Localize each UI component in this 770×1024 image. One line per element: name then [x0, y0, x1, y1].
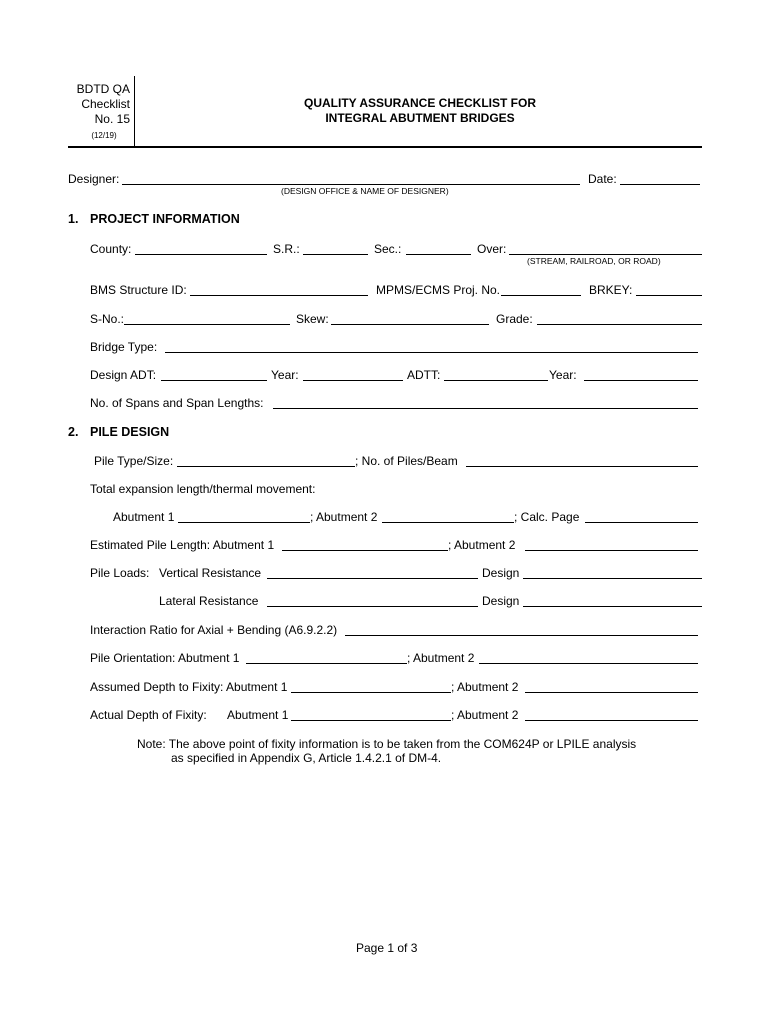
mpms-field[interactable]	[501, 295, 581, 296]
calc-page-field[interactable]	[585, 522, 698, 523]
grade-field[interactable]	[537, 324, 702, 325]
year2-label: Year:	[549, 368, 577, 382]
sno-field[interactable]	[124, 324, 290, 325]
brkey-label: BRKEY:	[589, 283, 633, 297]
over-field[interactable]	[509, 254, 702, 255]
section2-title: PILE DESIGN	[90, 425, 170, 439]
year1-label: Year:	[271, 368, 299, 382]
section1-number: 1.	[68, 212, 79, 226]
title-line2: INTEGRAL ABUTMENT BRIDGES	[325, 111, 515, 125]
assumed-abut2-field[interactable]	[525, 692, 698, 693]
sec-field[interactable]	[406, 254, 471, 255]
lateral-label: Lateral Resistance	[159, 594, 259, 608]
doc-id-line3: No. 15	[94, 112, 130, 126]
orientation-label: Pile Orientation: Abutment 1	[90, 651, 240, 665]
assumed-label: Assumed Depth to Fixity: Abutment 1	[90, 680, 288, 694]
skew-label: Skew:	[296, 312, 329, 326]
design-adt-field[interactable]	[161, 380, 267, 381]
section2-number: 2.	[68, 425, 79, 439]
county-field[interactable]	[135, 254, 267, 255]
sr-field[interactable]	[303, 254, 368, 255]
over-hint: (STREAM, RAILROAD, OR ROAD)	[527, 256, 661, 266]
bms-label: BMS Structure ID:	[90, 283, 187, 297]
bridge-type-field[interactable]	[165, 352, 698, 353]
document-id	[70, 82, 130, 145]
design1-field[interactable]	[523, 578, 702, 579]
abut2-label: ; Abutment 2	[310, 510, 378, 524]
designer-hint: (DESIGN OFFICE & NAME OF DESIGNER)	[281, 186, 449, 196]
adtt-field[interactable]	[444, 380, 548, 381]
calc-page-label: ; Calc. Page	[514, 510, 580, 524]
est-length-abut2-field[interactable]	[525, 550, 698, 551]
orient-abut2-label: ; Abutment 2	[407, 651, 475, 665]
vertical-field[interactable]	[267, 578, 478, 579]
orientation-abut2-field[interactable]	[479, 663, 698, 664]
est-abut2-label: ; Abutment 2	[448, 538, 516, 552]
brkey-field[interactable]	[636, 295, 702, 296]
pile-type-label: Pile Type/Size:	[94, 454, 174, 468]
sno-label: S-No.:	[90, 312, 125, 326]
spans-label: No. of Spans and Span Lengths:	[90, 396, 264, 410]
actual-abut2-field[interactable]	[525, 720, 698, 721]
date-field[interactable]	[620, 184, 700, 185]
adtt-label: ADTT:	[407, 368, 441, 382]
design2-field[interactable]	[523, 606, 702, 607]
interaction-label: Interaction Ratio for Axial + Bending (A6.9.2.2)	[90, 623, 338, 637]
sec-label: Sec.:	[374, 242, 402, 256]
designer-label: Designer:	[68, 172, 120, 186]
year2-field[interactable]	[584, 380, 698, 381]
actual-abut1-label: Abutment 1	[227, 708, 289, 722]
est-length-label: Estimated Pile Length: Abutment 1	[90, 538, 275, 552]
county-label: County:	[90, 242, 132, 256]
orientation-abut1-field[interactable]	[246, 663, 407, 664]
mpms-label: MPMS/ECMS Proj. No.	[376, 283, 501, 297]
design2-label: Design	[482, 594, 520, 608]
pile-loads-label: Pile Loads:	[90, 566, 150, 580]
doc-id-line2: Checklist	[81, 97, 130, 111]
piles-beam-label: ; No. of Piles/Beam	[355, 454, 458, 468]
title-line1: QUALITY ASSURANCE CHECKLIST FOR	[303, 96, 536, 110]
assumed-abut2-label: ; Abutment 2	[451, 680, 519, 694]
vertical-label: Vertical Resistance	[159, 566, 262, 580]
lateral-field[interactable]	[267, 606, 478, 607]
date-label: Date:	[588, 172, 617, 186]
assumed-abut1-field[interactable]	[291, 692, 451, 693]
sr-label: S.R.:	[273, 242, 300, 256]
grade-label: Grade:	[496, 312, 533, 326]
designer-field[interactable]	[122, 184, 580, 185]
total-expansion-label: Total expansion length/thermal movement:	[90, 482, 316, 496]
page-number: Page 1 of 3	[356, 941, 418, 955]
bridge-type-label: Bridge Type:	[90, 340, 158, 354]
actual-label: Actual Depth of Fixity:	[90, 708, 207, 722]
bms-field[interactable]	[190, 295, 368, 296]
year1-field[interactable]	[303, 380, 403, 381]
abut1-label: Abutment 1	[113, 510, 175, 524]
doc-date: (12/19)	[91, 131, 117, 140]
design-adt-label: Design ADT:	[90, 368, 157, 382]
header-rule	[68, 146, 702, 148]
pile-type-field[interactable]	[177, 466, 355, 467]
doc-id-line1: BDTD QA	[76, 82, 130, 96]
design1-label: Design	[482, 566, 520, 580]
actual-abut2-label: ; Abutment 2	[451, 708, 519, 722]
interaction-field[interactable]	[345, 635, 698, 636]
note-line1: Note: The above point of fixity information is to be taken from the COM624P or LPILE analysis	[137, 737, 637, 751]
page-title	[230, 96, 610, 126]
abut2-field[interactable]	[382, 522, 514, 523]
section1-title: PROJECT INFORMATION	[90, 212, 240, 226]
actual-abut1-field[interactable]	[291, 720, 451, 721]
abut1-field[interactable]	[178, 522, 310, 523]
spans-field[interactable]	[273, 408, 698, 409]
piles-beam-field[interactable]	[466, 466, 698, 467]
skew-field[interactable]	[331, 324, 489, 325]
header-divider	[134, 76, 135, 146]
est-length-abut1-field[interactable]	[282, 550, 448, 551]
note-line2: as specified in Appendix G, Article 1.4.2.1 of DM-4.	[171, 751, 442, 765]
over-label: Over:	[477, 242, 507, 256]
